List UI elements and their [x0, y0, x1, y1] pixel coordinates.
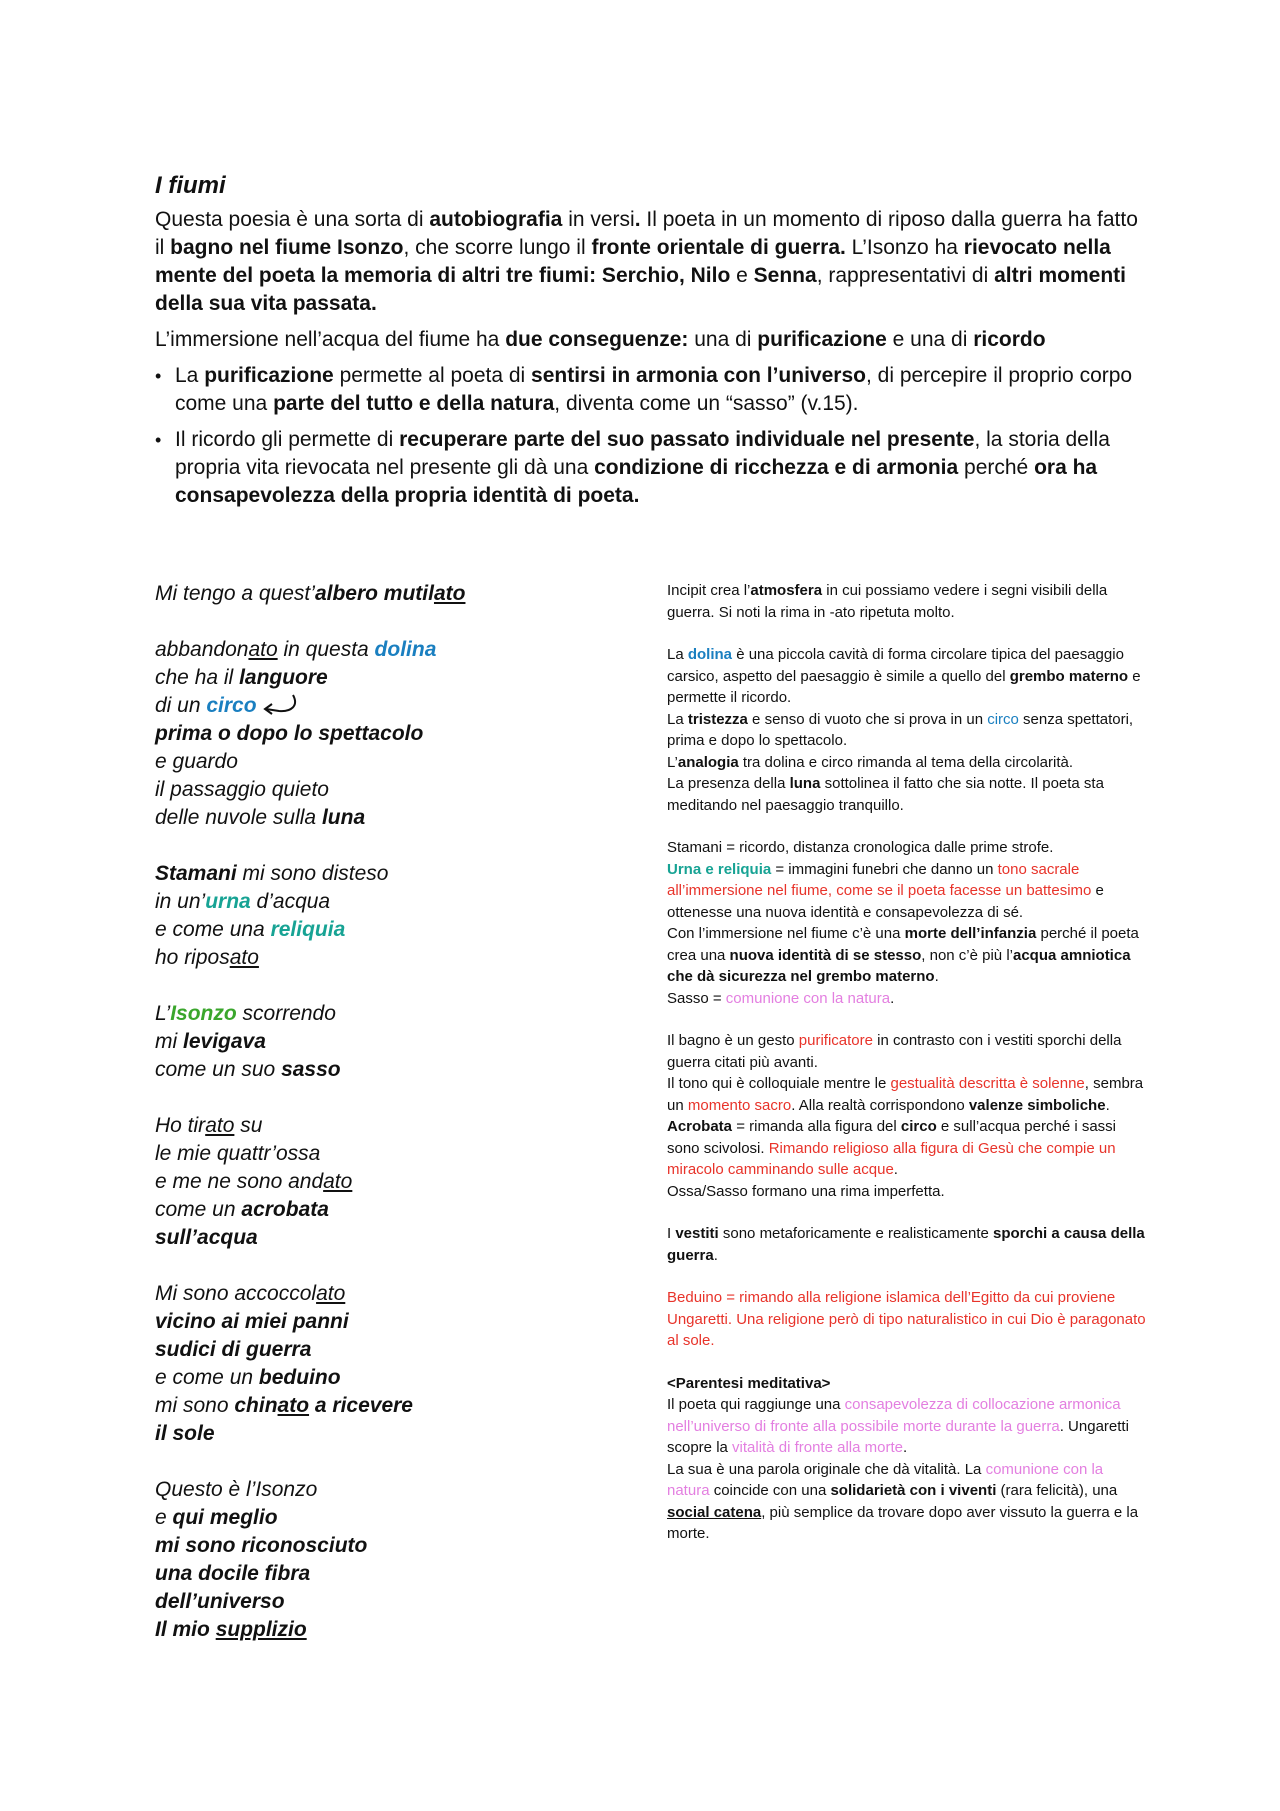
poem-line	[155, 580, 655, 608]
note-block	[667, 1373, 1147, 1545]
notes-column	[667, 580, 1147, 1566]
text-run: Stamani	[155, 862, 237, 885]
text-run: solidarietà con i viventi	[830, 1482, 997, 1499]
note-line	[667, 988, 1147, 1010]
text-run: senza spettatori, prima e dopo lo spettacolo.	[667, 710, 1134, 749]
poem-line	[155, 1364, 655, 1392]
text-run: Questa poesia è una sorta di	[155, 208, 430, 231]
text-run: L’	[155, 1002, 171, 1025]
text-run: come un	[155, 1198, 242, 1221]
text-run: ato	[229, 946, 259, 969]
poem-line	[155, 916, 655, 944]
text-run: Il mio	[155, 1618, 216, 1641]
poem-line	[155, 1560, 655, 1588]
text-run: sporchi a causa della guerra	[667, 1225, 1145, 1264]
text-run: L’Isonzo ha	[845, 236, 964, 259]
text-run: due conseguenze:	[505, 328, 689, 351]
text-run: sottolinea il fatto che sia notte. Il poeta sta meditando nel paesaggio tranquillo.	[667, 775, 1104, 814]
text-run: La sua è una parola originale che dà vitalità. La	[667, 1460, 986, 1478]
text-run: di un	[155, 694, 207, 717]
note-line	[667, 1459, 1147, 1545]
text-run: supplizio	[215, 1618, 307, 1641]
text-run: dell’universo	[155, 1590, 285, 1613]
poem-stanza	[155, 1000, 655, 1084]
text-run: sasso	[281, 1058, 341, 1081]
text-run: e	[730, 264, 754, 287]
poem-line	[155, 1336, 655, 1364]
note-line	[667, 1287, 1147, 1352]
text-run: in questa	[277, 638, 375, 661]
text-run: consapevolezza di collocazione armonica nell’universo di fronte alla possibile morte durante la guerra	[667, 1396, 1121, 1435]
poem-line	[155, 1504, 655, 1532]
text-run: valenze simboliche	[968, 1096, 1106, 1114]
text-run: recuperare parte del suo passato individuale nel presente	[399, 428, 975, 451]
text-run: .	[934, 968, 939, 985]
intro-section	[155, 206, 1145, 510]
text-run: autobiografia	[429, 208, 563, 231]
text-run: Il tono qui è colloquiale mentre le	[667, 1075, 891, 1092]
text-run: Il ricordo gli permette di	[175, 428, 400, 451]
note-line	[667, 580, 1147, 623]
note-block	[667, 644, 1147, 816]
note-block	[667, 1287, 1147, 1352]
text-run: La	[667, 646, 688, 663]
text-run: , sembra un	[667, 1075, 1144, 1114]
text-run: .	[893, 1161, 898, 1178]
text-run: comunione con la natura	[725, 989, 891, 1007]
text-run: Isonzo	[170, 1002, 237, 1025]
text-run: mi sono riconosciuto	[155, 1534, 368, 1557]
text-run: sono metaforicamente e realisticamente	[718, 1225, 994, 1242]
text-run: parte del tutto e della natura	[273, 392, 555, 415]
text-run: mi	[155, 1030, 183, 1053]
text-run: abbandon	[155, 638, 249, 661]
text-run: comunione con la natura	[667, 1460, 1104, 1499]
poem-line	[155, 1616, 655, 1644]
text-run: bagno nel fiume Isonzo	[170, 236, 404, 259]
text-run: fronte orientale di guerra.	[591, 236, 846, 259]
text-run: vestiti	[675, 1225, 719, 1242]
text-run: Il poeta qui raggiunge una	[667, 1396, 845, 1413]
text-run: , più semplice da trovare dopo aver vissuto la guerra e la morte.	[667, 1503, 1139, 1542]
text-run: L’immersione nell’acqua del fiume ha	[155, 328, 506, 351]
text-run: e senso di vuoto che si prova in un	[747, 710, 988, 728]
note-block	[667, 837, 1147, 1009]
intro-bullet-list	[155, 362, 1145, 510]
poem-line	[155, 1028, 655, 1056]
text-run: in cui possiamo vedere i segni visibili della guerra. Si noti la rima in -ato ripetuta molto.	[667, 582, 1108, 621]
text-run: e permette il ricordo.	[667, 667, 1141, 706]
text-run: Con l’immersione nel fiume c’è una	[667, 925, 905, 942]
note-line	[667, 859, 1147, 924]
text-run: il sole	[155, 1422, 215, 1445]
text-run: e me ne sono and	[155, 1170, 324, 1193]
poem-line	[155, 1532, 655, 1560]
text-run: è una piccola cavità di forma circolare tipica del paesaggio carsico, aspetto del paesaggio è simile a quello del	[667, 646, 1124, 685]
text-run: , la storia della propria vita rievocata nel presente gli dà una	[175, 428, 1110, 479]
text-run: purificatore	[798, 1032, 873, 1049]
text-run: chin	[234, 1394, 278, 1417]
text-run: , non c’è più l’	[921, 946, 1013, 964]
note-line	[667, 1181, 1147, 1203]
text-run: su	[234, 1114, 263, 1137]
text-run: purificazione	[204, 364, 334, 387]
text-run: in contrasto con i vestiti sporchi della guerra citati più avanti.	[667, 1032, 1122, 1071]
note-line	[667, 1223, 1147, 1266]
text-run: il passaggio quieto	[155, 778, 329, 801]
note-line	[667, 837, 1147, 859]
poem-stanza	[155, 1280, 655, 1448]
text-run: morte dell’infanzia	[904, 925, 1037, 942]
text-run: e	[155, 1506, 173, 1529]
curved-arrow-icon	[261, 692, 301, 716]
text-run: che ha il	[155, 666, 240, 689]
text-run: in versi	[562, 208, 635, 231]
text-run: acqua amniotica che dà sicurezza nel grembo materno	[667, 946, 1131, 985]
note-line	[667, 1373, 1147, 1395]
poem-line	[155, 664, 655, 692]
text-run: ora ha consapevolezza della propria identità di poeta.	[175, 456, 1098, 507]
text-run: beduino	[258, 1366, 341, 1389]
poem-line	[155, 748, 655, 776]
text-run: condizione di ricchezza e di armonia	[594, 456, 959, 479]
poem-stanza	[155, 860, 655, 972]
text-run: analogia	[677, 753, 739, 771]
text-run: Beduino = rimando alla religione islamica dell’Egitto da cui proviene Ungaretti. Una religione però di tipo naturalistico in cui Dio è paragonato al sole.	[667, 1289, 1146, 1349]
note-line	[667, 1116, 1147, 1181]
text-run: Ossa/Sasso formano una rima imperfetta.	[667, 1182, 945, 1200]
text-run: , rappresentativi di	[816, 264, 995, 287]
text-run: ricordo	[973, 328, 1046, 351]
text-run: languore	[239, 666, 328, 689]
text-run: .	[1105, 1096, 1110, 1114]
text-run: ato	[277, 1394, 310, 1417]
text-run: delle nuvole sulla	[155, 806, 322, 829]
poem-line	[155, 636, 655, 664]
text-run: tono sacrale all’immersione nel fiume, come se il poeta facesse un battesimo	[667, 860, 1092, 899]
text-run: permette al poeta di	[333, 364, 532, 387]
text-run: perché il poeta crea una	[667, 925, 1139, 964]
text-run: una docile fibra	[155, 1562, 311, 1585]
bullet-purificazione	[155, 362, 1145, 418]
text-run: e ottenesse una nuova identità e consapevolezza di sé.	[667, 882, 1104, 921]
poem-line	[155, 1476, 655, 1504]
poem-line	[155, 860, 655, 888]
intro-paragraph-1	[155, 206, 1145, 318]
text-run: , di percepire il proprio corpo come una	[175, 364, 1133, 415]
text-run: .	[713, 1246, 718, 1264]
text-run: d’acqua	[250, 890, 331, 913]
poem-line	[155, 1000, 655, 1028]
text-run: come un suo	[155, 1058, 282, 1081]
poem-line	[155, 1140, 655, 1168]
text-run: ho ripos	[155, 946, 230, 969]
text-run: <Parentesi meditativa>	[667, 1374, 831, 1392]
text-run: dolina	[374, 638, 437, 661]
text-run: momento sacro	[687, 1096, 792, 1114]
poem-line	[155, 692, 655, 720]
text-run: luna	[321, 806, 366, 829]
text-run: e come una	[155, 918, 271, 941]
note-block	[667, 1030, 1147, 1202]
text-run: ato	[205, 1114, 235, 1137]
text-run: vitalità di fronte alla morte	[732, 1439, 903, 1456]
text-run: gestualità descritta è solenne	[890, 1075, 1085, 1092]
note-line	[667, 773, 1147, 816]
poem-line	[155, 1588, 655, 1616]
text-run: Urna e reliquia	[667, 860, 772, 878]
text-run: = rimanda alla figura del	[732, 1118, 901, 1135]
text-run: e sull’acqua perché i sassi sono scivolosi.	[667, 1118, 1117, 1157]
note-block	[667, 580, 1147, 623]
text-run: , che scorre lungo il	[403, 236, 592, 259]
text-run: Senna	[753, 264, 817, 287]
text-run: ato	[433, 582, 466, 605]
poem-line	[155, 888, 655, 916]
poem-stanza	[155, 1476, 655, 1644]
text-run: .	[890, 989, 895, 1007]
poem-stanza	[155, 1112, 655, 1252]
text-run: luna	[789, 775, 821, 792]
text-run: Il poeta in un momento di riposo dalla guerra ha fatto il	[155, 208, 1138, 259]
text-run: (rara felicità), una	[996, 1482, 1118, 1499]
poem-line	[155, 1056, 655, 1084]
text-run: coincide con una	[709, 1482, 831, 1499]
text-run: Questo è l’Isonzo	[155, 1478, 318, 1501]
text-run: dolina	[687, 646, 733, 663]
poem-line	[155, 720, 655, 748]
poem-line	[155, 1392, 655, 1420]
text-run: ato	[248, 638, 278, 661]
text-run: mi sono disteso	[236, 862, 389, 885]
poem-line	[155, 776, 655, 804]
document-page	[155, 172, 1146, 1641]
text-run: una di	[688, 328, 758, 351]
note-line	[667, 923, 1147, 988]
text-run: circo	[987, 710, 1019, 728]
poem-stanza	[155, 636, 655, 832]
page-title: I fiumi	[155, 172, 226, 199]
text-run: L’	[667, 753, 678, 771]
text-run: circo	[206, 694, 257, 717]
poem-line	[155, 1112, 655, 1140]
text-run: acrobata	[241, 1198, 329, 1221]
text-run: La	[175, 364, 205, 387]
text-run: ato	[316, 1282, 346, 1305]
text-run: Acrobata	[667, 1118, 733, 1135]
text-run: .	[902, 1439, 908, 1456]
text-run: grembo materno	[1009, 667, 1129, 685]
text-run: , diventa come un “sasso” (v.15).	[554, 392, 859, 415]
text-run: prima o dopo lo spettacolo	[155, 722, 424, 745]
poem-stanza	[155, 580, 655, 608]
text-run: I	[667, 1225, 676, 1242]
text-run: vicino ai miei panni	[155, 1310, 349, 1333]
poem-line	[155, 1280, 655, 1308]
text-run: e come un	[155, 1366, 259, 1389]
text-run: altri momenti della sua vita passata.	[155, 264, 1126, 315]
note-line	[667, 1030, 1147, 1073]
text-run: Mi tengo a quest’	[155, 582, 315, 605]
poem-line	[155, 1420, 655, 1448]
text-run: scorrendo	[236, 1002, 336, 1025]
text-run: a ricevere	[309, 1394, 413, 1417]
text-run: sentirsi in armonia con l’universo	[531, 364, 866, 387]
text-run: tristezza	[687, 710, 748, 728]
text-run: atmosfera	[750, 582, 823, 599]
poem-line	[155, 1168, 655, 1196]
text-run: Sasso =	[667, 989, 726, 1007]
text-run: nuova identità di se stesso	[729, 946, 922, 964]
text-run: tra dolina e circo rimanda al tema della circolarità.	[738, 753, 1074, 771]
text-run: perché	[958, 456, 1035, 479]
text-run: Il bagno è un gesto	[667, 1032, 799, 1049]
text-run: e guardo	[155, 750, 238, 773]
text-run: Stamani = ricordo, distanza cronologica dalle prime strofe.	[667, 839, 1054, 856]
text-run: albero mutil	[314, 582, 434, 605]
text-run: La presenza della	[667, 775, 790, 792]
text-run: = immagini funebri che danno un	[771, 860, 998, 878]
poem-column	[155, 580, 655, 1672]
intro-paragraph-2	[155, 326, 1145, 354]
text-run: le mie quattr’ossa	[155, 1142, 321, 1165]
text-run: sull’acqua	[155, 1226, 258, 1249]
note-line	[667, 752, 1147, 774]
text-run: in un’	[155, 890, 206, 913]
bullet-ricordo	[155, 426, 1145, 510]
text-run: urna	[205, 890, 251, 913]
text-run: La	[667, 710, 688, 728]
text-run: qui meglio	[172, 1506, 278, 1529]
note-line	[667, 1394, 1147, 1459]
text-run: purificazione	[757, 328, 887, 351]
text-run: levigava	[183, 1030, 266, 1053]
note-line	[667, 1073, 1147, 1116]
text-run: Incipit crea l’	[667, 582, 751, 599]
text-run: Mi sono accoccol	[155, 1282, 317, 1305]
text-run: e una di	[886, 328, 974, 351]
text-run: . Ungaretti scopre la	[667, 1417, 1129, 1456]
note-line	[667, 644, 1147, 709]
text-run: sudici di guerra	[155, 1338, 312, 1361]
poem-line	[155, 804, 655, 832]
text-run: ato	[323, 1170, 353, 1193]
poem-line	[155, 1308, 655, 1336]
text-run: reliquia	[270, 918, 346, 941]
text-run: Ho tir	[155, 1114, 206, 1137]
poem-line	[155, 944, 655, 972]
text-run: Rimando religioso alla figura di Gesù che compie un miracolo camminando sulle acque	[667, 1139, 1116, 1178]
text-run: circo	[900, 1118, 937, 1135]
text-run: social catena	[667, 1503, 762, 1521]
text-run: rievocato nella mente del poeta la memoria di altri tre fiumi: Serchio, Nilo	[155, 236, 1111, 287]
note-line	[667, 709, 1147, 752]
note-block	[667, 1223, 1147, 1266]
text-run: mi sono	[155, 1394, 235, 1417]
text-run: . Alla realtà corrispondono	[791, 1096, 969, 1114]
text-run: .	[634, 208, 641, 231]
poem-line	[155, 1196, 655, 1224]
poem-line	[155, 1224, 655, 1252]
